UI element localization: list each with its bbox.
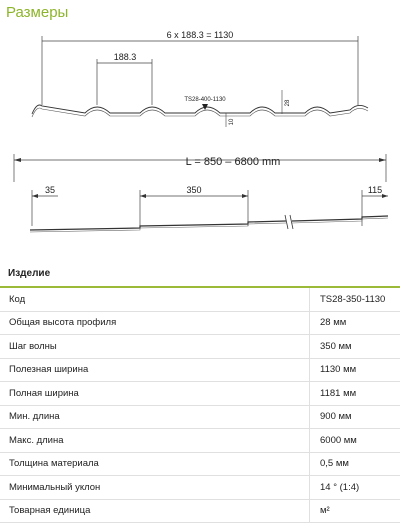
table-row: [0, 288, 400, 311]
table-row: [0, 382, 400, 406]
spec-param-cell: Полезная ширина: [0, 358, 310, 382]
spec-value-cell: 350 мм: [310, 335, 400, 359]
length-dimension-label: L = 850 – 6800 mm: [185, 156, 281, 168]
table-row: [0, 476, 400, 500]
spec-param-cell: Товарная единица: [0, 499, 310, 523]
table-row: [0, 429, 400, 453]
table-row: [0, 358, 400, 382]
spec-value-cell: 900 мм: [310, 405, 400, 429]
table-row: [0, 405, 400, 429]
spec-table-title: Изделие: [0, 262, 400, 288]
spec-value-cell: 6000 мм: [310, 429, 400, 453]
profile-drawing: [0, 0, 400, 255]
spec-param-cell: Общая высота профиля: [0, 311, 310, 335]
sheet-side-view: [30, 216, 388, 230]
table-row: [0, 311, 400, 335]
spec-value-cell: TS28-350-1130: [310, 288, 400, 311]
spec-param-cell: Код: [0, 288, 310, 311]
spec-value-cell: 1181 мм: [310, 382, 400, 406]
small-dimension-label: 10: [229, 118, 235, 126]
pitch-dimension-label: 188.3: [113, 52, 137, 62]
spec-table-section: [0, 262, 400, 523]
right-offset-label: 115: [367, 185, 383, 195]
table-row: [0, 335, 400, 359]
spec-param-cell: Полная ширина: [0, 382, 310, 406]
spec-param-cell: Шаг волны: [0, 335, 310, 359]
spec-param-cell: Минимальный уклон: [0, 476, 310, 500]
spec-value-cell: 0,5 мм: [310, 452, 400, 476]
spec-param-cell: Толщина материала: [0, 452, 310, 476]
section-heading: Размеры: [6, 4, 69, 21]
left-offset-label: 35: [44, 185, 56, 195]
spec-param-cell: Мин. длина: [0, 405, 310, 429]
spec-value-cell: м²: [310, 499, 400, 523]
table-row: [0, 499, 400, 523]
height-dimension-label: 28: [285, 99, 291, 107]
spec-param-cell: Макс. длина: [0, 429, 310, 453]
table-row: [0, 452, 400, 476]
overall-dimension-label: 6 x 188.3 = 1130: [166, 30, 234, 40]
spec-value-cell: 1130 мм: [310, 358, 400, 382]
profile-code-label: TS28-400-1130: [184, 97, 226, 103]
spec-table: [0, 288, 400, 523]
spec-value-cell: 14 ° (1:4): [310, 476, 400, 500]
profile-wave-line: [32, 105, 368, 114]
wave-step-label: 350: [186, 185, 202, 195]
spec-value-cell: 28 мм: [310, 311, 400, 335]
